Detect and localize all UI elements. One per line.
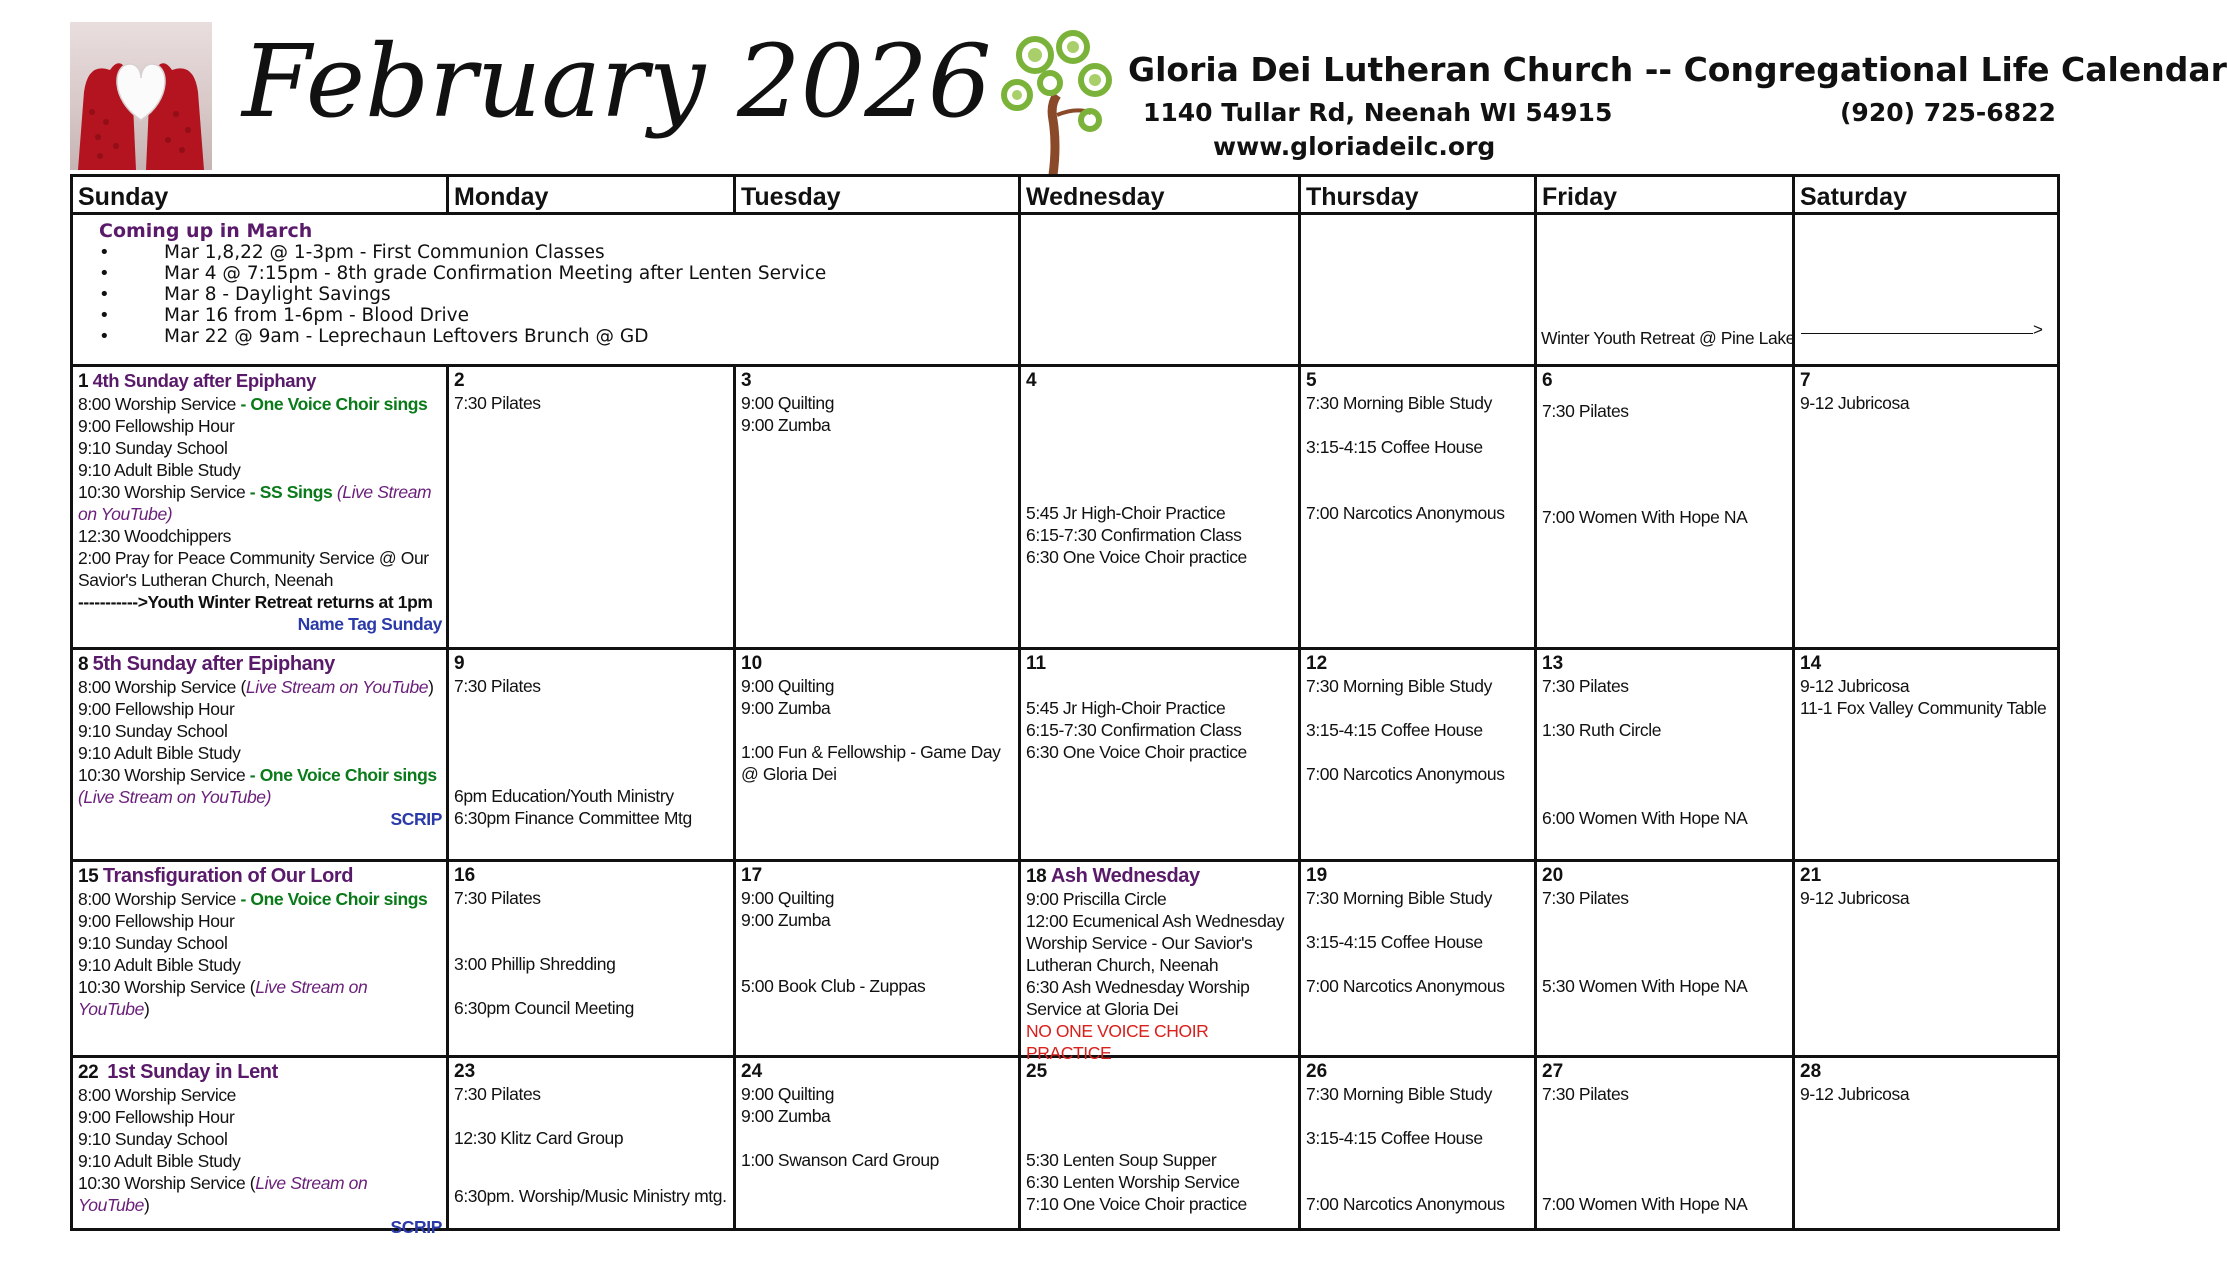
- day-title: Ash Wednesday: [1050, 865, 1200, 887]
- empty-cell: [1021, 215, 1301, 364]
- day-cell-6: [1537, 367, 1795, 647]
- day-cell-10: [736, 650, 1021, 859]
- day-cell-1: [73, 367, 449, 647]
- tree-logo-icon: [995, 25, 1120, 175]
- event-item: 3:15-4:15 Coffee House: [1306, 720, 1483, 740]
- event-item: (Live Stream on YouTube): [78, 787, 272, 807]
- day-tag: SCRIP: [390, 809, 442, 829]
- day-title: 1st Sunday in Lent: [107, 1061, 278, 1083]
- coming-up-item: • Mar 8 - Daylight Savings: [96, 284, 1056, 305]
- day-title: 4th Sunday after Epiphany: [92, 370, 316, 391]
- day-title: 5th Sunday after Epiphany: [92, 653, 335, 675]
- day-number: 25: [1026, 1061, 1048, 1082]
- retreat-arrow-line: [1801, 333, 2033, 334]
- day-cell-18: [1021, 862, 1301, 1063]
- event-item: 7:30 Pilates: [454, 888, 541, 908]
- event-item: 9:00 Quilting: [741, 1084, 835, 1104]
- weekday-tuesday: Tuesday: [736, 177, 1021, 212]
- event-item: 6:30 One Voice Choir practice: [1026, 742, 1247, 762]
- coming-up-item: • Mar 4 @ 7:15pm - 8th grade Confirmation Meeting after Lenten Service: [96, 263, 1056, 284]
- event-item: 10:30 Worship Service - One Voice Choir sings: [78, 765, 437, 785]
- church-website[interactable]: www.gloriadeilc.org: [1213, 132, 1496, 161]
- week-row-3: [73, 862, 2057, 1063]
- event-item: ----------->Youth Winter Retreat returns at 1pm: [78, 592, 433, 612]
- day-cell-23: [449, 1058, 736, 1228]
- church-address: 1140 Tullar Rd, Neenah WI 54915: [1143, 98, 1613, 127]
- day-cell-2: [449, 367, 736, 647]
- event-item: 5:30 Lenten Soup Supper: [1026, 1150, 1217, 1170]
- weekday-friday: Friday: [1537, 177, 1795, 212]
- event-item: 7:30 Pilates: [454, 1084, 541, 1104]
- day-cell-9: [449, 650, 736, 859]
- event-item: 1:00 Fun & Fellowship - Game Day @ Gloria Dei: [741, 742, 1001, 784]
- event-item: 9:00 Quilting: [741, 393, 835, 413]
- day-number: 13: [1542, 653, 1564, 674]
- event-item: 3:00 Phillip Shredding: [454, 954, 616, 974]
- event-item: 9:00 Quilting: [741, 676, 835, 696]
- day-tag: SCRIP: [390, 1217, 442, 1237]
- day-cell-20: [1537, 862, 1795, 1055]
- day-number: 15: [78, 866, 99, 887]
- day-number: 24: [741, 1061, 763, 1082]
- event-item: 7:30 Pilates: [1542, 1084, 1629, 1104]
- church-name: Gloria Dei Lutheran Church -- Congregational Life Calendar: [1128, 50, 2227, 89]
- event-item: 9:00 Quilting: [741, 888, 835, 908]
- event-item: 9-12 Jubricosa: [1800, 1084, 1910, 1104]
- coming-up-item: • Mar 22 @ 9am - Leprechaun Leftovers Brunch @ GD: [96, 326, 1056, 347]
- event-item: 6:15-7:30 Confirmation Class: [1026, 525, 1242, 545]
- event-item: 10:30 Worship Service (Live Stream on YouTube): [78, 977, 368, 1019]
- retreat-arrow-head: >: [2033, 320, 2043, 339]
- day-number: 1: [78, 371, 89, 392]
- day-number: 8: [78, 654, 89, 675]
- event-item: 9-12 Jubricosa: [1800, 676, 1910, 696]
- day-number: 2: [454, 370, 465, 391]
- day-number: 10: [741, 653, 763, 674]
- day-cell-22: [73, 1058, 449, 1237]
- event-item: 9:00 Priscilla Circle: [1026, 889, 1167, 909]
- day-cell-12: [1301, 650, 1537, 859]
- day-number: 27: [1542, 1061, 1564, 1082]
- month-title: February 2026: [242, 23, 992, 140]
- event-item: 6:15-7:30 Confirmation Class: [1026, 720, 1242, 740]
- event-item: 6:30 Ash Wednesday Worship Service at Gloria Dei: [1026, 977, 1250, 1019]
- event-item: 7:00 Narcotics Anonymous: [1306, 764, 1505, 784]
- coming-up-box: [73, 215, 1021, 364]
- weekday-monday: Monday: [449, 177, 736, 212]
- day-cell-7: [1795, 367, 2057, 647]
- day-cell-8: [73, 650, 449, 859]
- day-number: 5: [1306, 370, 1317, 391]
- event-item: 7:30 Pilates: [1542, 676, 1629, 696]
- day-cell-15: [73, 862, 449, 1055]
- day-number: 7: [1800, 370, 1811, 391]
- day-cell-17: [736, 862, 1021, 1055]
- event-item: 3:15-4:15 Coffee House: [1306, 437, 1483, 457]
- day-number: 20: [1542, 865, 1564, 886]
- coming-up-item: • Mar 16 from 1-6pm - Blood Drive: [96, 305, 1056, 326]
- day-cell-19: [1301, 862, 1537, 1055]
- event-item: 8:00 Worship Service (Live Stream on YouTube): [78, 677, 434, 697]
- event-item: 6:30 One Voice Choir practice: [1026, 547, 1247, 567]
- day-number: 28: [1800, 1061, 1822, 1082]
- day-cell-25: [1021, 1058, 1301, 1228]
- event-item: 6pm Education/Youth Ministry: [454, 786, 674, 806]
- event-item: 9:10 Adult Bible Study: [78, 743, 241, 763]
- event-item: 9:10 Adult Bible Study: [78, 955, 241, 975]
- day-cell-27: [1537, 1058, 1795, 1228]
- event-item: 7:30 Pilates: [454, 393, 541, 413]
- mittens-heart-photo: [70, 22, 212, 170]
- event-item: 10:30 Worship Service - SS Sings (Live Stream on YouTube): [78, 482, 432, 524]
- empty-cell: [1301, 215, 1537, 364]
- day-cell-24: [736, 1058, 1021, 1228]
- event-item: 8:00 Worship Service - One Voice Choir sings: [78, 889, 428, 909]
- event-item: 9:10 Sunday School: [78, 933, 228, 953]
- event-item: 9:10 Sunday School: [78, 721, 228, 741]
- retreat-cell: [1537, 215, 1795, 364]
- event-item: 8:00 Worship Service - One Voice Choir sings: [78, 394, 428, 414]
- winter-retreat-note: Winter Youth Retreat @ Pine Lake: [1541, 328, 1796, 348]
- event-item: 9-12 Jubricosa: [1800, 393, 1910, 413]
- calendar-grid: [70, 174, 2060, 1237]
- coming-up-item: • Mar 1,8,22 @ 1-3pm - First Communion Classes: [96, 242, 1056, 263]
- day-number: 14: [1800, 653, 1822, 674]
- day-number: 17: [741, 865, 763, 886]
- week-row-2: [73, 650, 2057, 862]
- event-item: 7:00 Narcotics Anonymous: [1306, 976, 1505, 996]
- event-item: 7:30 Pilates: [1542, 401, 1629, 421]
- coming-up-row: [73, 215, 2057, 367]
- event-item: 9:00 Zumba: [741, 415, 831, 435]
- day-cell-16: [449, 862, 736, 1055]
- day-cell-28: [1795, 1058, 2057, 1228]
- event-item: 9:10 Sunday School: [78, 1129, 228, 1149]
- event-item: 2:00 Pray for Peace Community Service @ Our Savior's Lutheran Church, Neenah: [78, 548, 429, 590]
- event-item: 6:30pm. Worship/Music Ministry mtg.: [454, 1186, 727, 1206]
- day-title: Transfiguration of Our Lord: [102, 865, 354, 887]
- weekday-thursday: Thursday: [1301, 177, 1537, 212]
- day-cell-5: [1301, 367, 1537, 647]
- event-item: 9:10 Adult Bible Study: [78, 460, 241, 480]
- day-number: 12: [1306, 653, 1328, 674]
- event-item: 7:30 Morning Bible Study: [1306, 1084, 1492, 1104]
- weekday-saturday: Saturday: [1800, 183, 1907, 211]
- event-item: 3:15-4:15 Coffee House: [1306, 1128, 1483, 1148]
- day-cell-3: [736, 367, 1021, 647]
- weekday-header-row: [73, 177, 2057, 215]
- event-item: 9:00 Fellowship Hour: [78, 416, 235, 436]
- day-number: 23: [454, 1061, 476, 1082]
- event-item: 12:30 Woodchippers: [78, 526, 232, 546]
- day-number: 16: [454, 865, 476, 886]
- weekday-sunday: Sunday: [73, 177, 449, 212]
- day-number: 22: [78, 1062, 99, 1083]
- event-item: 8:00 Worship Service: [78, 1085, 237, 1105]
- event-item: 7:30 Morning Bible Study: [1306, 888, 1492, 908]
- event-item: 6:30 Lenten Worship Service: [1026, 1172, 1240, 1192]
- event-item: 1:00 Swanson Card Group: [741, 1150, 940, 1170]
- event-item: 7:30 Morning Bible Study: [1306, 676, 1492, 696]
- event-item: 6:30pm Council Meeting: [454, 998, 634, 1018]
- day-tag: Name Tag Sunday: [297, 614, 442, 634]
- event-item: 9:00 Zumba: [741, 698, 831, 718]
- coming-up-list: [96, 220, 1056, 347]
- week-row-1: [73, 367, 2057, 650]
- day-cell-14: [1795, 650, 2057, 859]
- event-item: 3:15-4:15 Coffee House: [1306, 932, 1483, 952]
- day-number: 21: [1800, 865, 1822, 886]
- event-item: 5:00 Book Club - Zuppas: [741, 976, 926, 996]
- event-item: 1:30 Ruth Circle: [1542, 720, 1662, 740]
- day-number: 6: [1542, 370, 1553, 391]
- event-item: 5:30 Women With Hope NA: [1542, 976, 1748, 996]
- event-item: 6:30pm Finance Committee Mtg: [454, 808, 692, 828]
- event-item: 7:00 Narcotics Anonymous: [1306, 503, 1505, 523]
- day-number: 9: [454, 653, 465, 674]
- event-item: 12:30 Klitz Card Group: [454, 1128, 624, 1148]
- event-item: 11-1 Fox Valley Community Table: [1800, 698, 2047, 718]
- event-item: 6:00 Women With Hope NA: [1542, 808, 1748, 828]
- mittens-heart-icon: [70, 22, 212, 170]
- event-item: 5:45 Jr High-Choir Practice: [1026, 503, 1226, 523]
- event-item: 5:45 Jr High-Choir Practice: [1026, 698, 1226, 718]
- day-cell-4: [1021, 367, 1301, 647]
- event-item: 7:30 Pilates: [454, 676, 541, 696]
- tree-logo: [995, 25, 1120, 175]
- day-cell-11: [1021, 650, 1301, 859]
- event-item: NO ONE VOICE CHOIR PRACTICE: [1026, 1021, 1209, 1063]
- day-number: 4: [1026, 370, 1037, 391]
- day-cell-13: [1537, 650, 1795, 859]
- day-number: 3: [741, 370, 752, 391]
- day-number: 11: [1026, 653, 1047, 674]
- event-item: 9:00 Zumba: [741, 910, 831, 930]
- weekday-wednesday: Wednesday: [1021, 177, 1301, 212]
- day-cell-21: [1795, 862, 2057, 1055]
- event-item: 10:30 Worship Service (Live Stream on YouTube): [78, 1173, 368, 1215]
- church-phone: (920) 725-6822: [1840, 98, 2056, 127]
- day-number: 18: [1026, 866, 1047, 887]
- event-item: 7:30 Morning Bible Study: [1306, 393, 1492, 413]
- week-row-4: [73, 1058, 2057, 1237]
- event-item: 7:00 Women With Hope NA: [1542, 507, 1748, 527]
- event-item: 7:30 Pilates: [1542, 888, 1629, 908]
- coming-up-title: Coming up in March: [99, 220, 313, 242]
- event-item: 9:00 Fellowship Hour: [78, 699, 235, 719]
- event-item: 9:00 Zumba: [741, 1106, 831, 1126]
- event-item: 12:00 Ecumenical Ash Wednesday Worship Service - Our Savior's Lutheran Church, Neenah: [1026, 911, 1285, 975]
- retreat-arrow-cell: [1795, 215, 2057, 364]
- event-item: 9:00 Fellowship Hour: [78, 1107, 235, 1127]
- event-item: 7:00 Women With Hope NA: [1542, 1194, 1748, 1214]
- event-item: 9:10 Sunday School: [78, 438, 228, 458]
- event-item: 7:00 Narcotics Anonymous: [1306, 1194, 1505, 1214]
- event-item: 9:00 Fellowship Hour: [78, 911, 235, 931]
- event-item: 9:10 Adult Bible Study: [78, 1151, 241, 1171]
- day-cell-26: [1301, 1058, 1537, 1228]
- day-number: 26: [1306, 1061, 1328, 1082]
- day-number: 19: [1306, 865, 1328, 886]
- event-item: 7:10 One Voice Choir practice: [1026, 1194, 1247, 1214]
- event-item: 9-12 Jubricosa: [1800, 888, 1910, 908]
